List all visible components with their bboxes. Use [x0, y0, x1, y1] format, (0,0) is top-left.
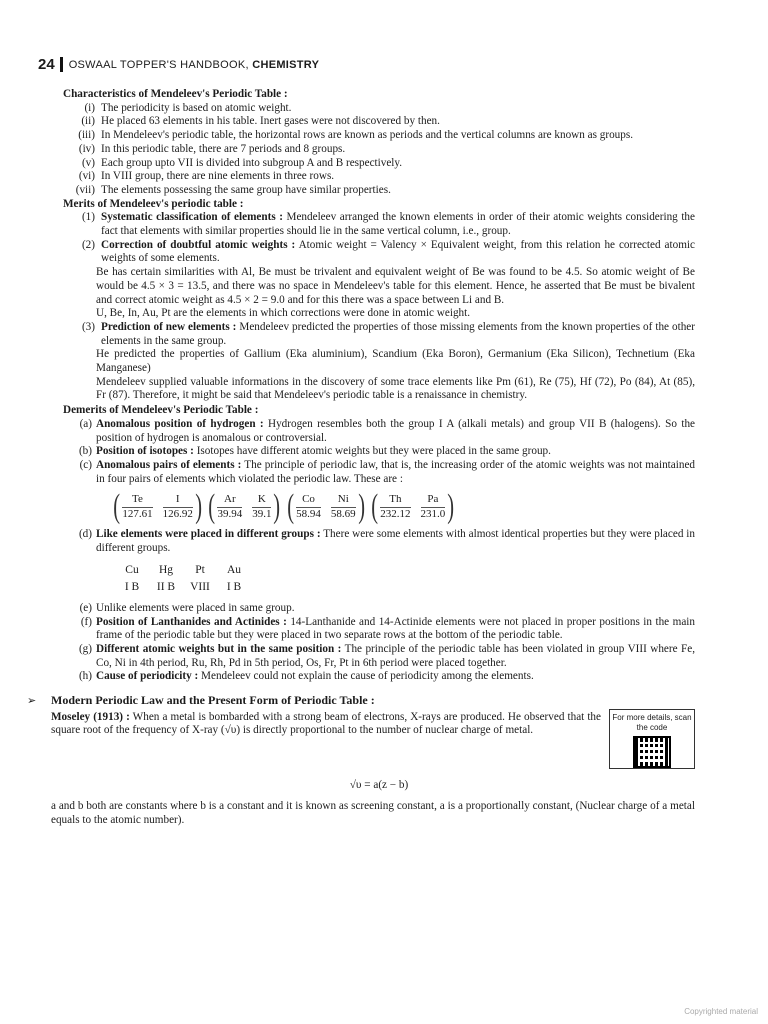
element-symbol: Cu: [125, 563, 139, 576]
paragraph: He predicted the properties of Gallium (Eka aluminium), Scandium (Eka Boron), Germanium (Eka Silicon), Technetium (Eka Manganese): [96, 348, 695, 375]
list-item: (ii) He placed 63 elements in his table. Inert gases were not discovered by then.: [81, 115, 440, 128]
qr-caption: For more details, scan the code: [612, 712, 692, 732]
paragraph: U, Be, In, Au, Pt are the elements in which corrections were done in atomic weight.: [96, 307, 471, 320]
paragraph: Be has certain similarities with Al, Be must be trivalent and equivalent weight of Be was found to be 4.5. So atomic weight of Be would be 4.5 × 3 = 13.5, and there was no space in Mendeleev's table for this element. Hence, he asserted that Be must be bivalent and correct atomic weight as 4.5 × 2 = 9.0 and for this there was a space between Li and B.: [96, 266, 695, 306]
list-item: (h) Cause of periodicity : Mendeleev could not explain the cause of periodicity among the elements.: [78, 670, 534, 683]
page-content: [27, 88, 696, 828]
left-paren: (: [371, 488, 379, 526]
anomalous-pairs: [111, 488, 695, 526]
watermark: Copyrighted material: [684, 1007, 758, 1016]
list-item: (iv) In this periodic table, there are 7 periods and 8 groups.: [78, 142, 346, 155]
list-item: (i) The periodicity is based on atomic weight.: [84, 101, 292, 114]
list-item: (3) Prediction of new elements : Mendeleev predicted the properties of those missing elements from the known properties of the other elements in the same group.: [81, 320, 695, 347]
moseley-block: [51, 711, 695, 769]
paragraph: Moseley (1913) : When a metal is bombarded with a strong beam of electrons, X-rays are produced. He observed that the square root of the frequency of X-ray (√υ) is directly proportional to the number of nuclear charge of metal.: [51, 710, 601, 737]
list-item: (f) Position of Lanthanides and Actinides : 14-Lanthanide and 14-Actinide elements were not placed in proper positions in the main frame of the periodic table but they were placed in two separate rows at the bottom of the periodic table.: [80, 615, 695, 642]
book-title: OSWAAL TOPPER'S HANDBOOK, CHEMISTRY: [68, 58, 320, 71]
list-item: (a) Anomalous position of hydrogen : Hydrogen resembles both the group I A (alkali metals) and group VII B (halogens). So the position of hydrogen is anomalous or controversial.: [79, 417, 695, 444]
moseley-formula: √υ = a(z − b): [349, 778, 409, 791]
list-item: (vii) The elements possessing the same group have similar properties.: [75, 183, 391, 196]
element-group: VIII: [190, 580, 210, 593]
characteristics-list: [63, 102, 695, 198]
right-paren: ): [195, 488, 202, 526]
page-number: 24: [38, 56, 55, 73]
list-item: (c) Anomalous pairs of elements : The principle of periodic law, that is, the increasing order of the atomic weights was not maintained in four pairs of elements which violated the periodic law. These are :: [79, 458, 696, 485]
left-paren: (: [208, 488, 216, 526]
list-item: (g) Different atomic weights but in the same position : The principle of the periodic table has been violated in group VIII where Fe, Co, Ni in 4th period, Ru, Rh, Pd in 5th period, Os, Fr, Pt in 6th period were placed together.: [78, 642, 696, 669]
arrow-icon: ➢: [27, 694, 37, 708]
element-pair: ( Te I 127.61 126.92 ): [113, 488, 202, 526]
list-item: (2) Correction of doubtful atomic weights : Atomic weight = Valency × Equivalent weight, from this relation he corrected atomic weights of some elements.: [81, 238, 695, 265]
list-item: (b) Position of isotopes : Isotopes have different atomic weights but they were placed in the same group.: [78, 445, 551, 458]
header-divider: [60, 57, 63, 72]
left-paren: (: [113, 488, 121, 526]
element-symbol: Au: [226, 563, 242, 576]
list-item: (iii) In Mendeleev's periodic table, the horizontal rows are known as periods and the vertical columns are known as groups.: [78, 129, 634, 142]
page-header: [38, 56, 319, 73]
element-group: I B: [124, 580, 140, 593]
section-heading: Characteristics of Mendeleev's Periodic Table :: [63, 88, 288, 100]
modern-heading: ➢ Modern Periodic Law and the Present Form of Periodic Table :: [27, 693, 375, 708]
left-paren: (: [287, 488, 294, 526]
element-pair: ( Th Pa 232.12 231.0 ): [371, 488, 455, 526]
right-paren: ): [357, 488, 365, 526]
element-group: I B: [226, 580, 242, 593]
element-pair: ( Co Ni 58.94 58.69 ): [287, 488, 365, 526]
right-paren: ): [447, 488, 455, 526]
list-item: (v) Each group upto VII is divided into subgroup A and B respectively.: [81, 156, 403, 169]
section-heading: Demerits of Mendeleev's Periodic Table :: [63, 404, 259, 417]
list-item: (e) Unlike elements were placed in same group.: [79, 601, 295, 614]
list-item: (1) Systematic classification of elements : Mendeleev arranged the known elements in order of their atomic weights considering the fact that elements with similar properties should lie in the same vertical column, i.e., group.: [81, 211, 695, 238]
list-item: (d) Like elements were placed in different groups : There were some elements with almost identical properties but they were placed in different groups.: [78, 528, 695, 555]
qr-code-icon: [633, 736, 671, 768]
list-item: (vi) In VIII group, there are nine elements in three rows.: [78, 170, 335, 183]
element-group: II B: [156, 580, 176, 593]
section-heading: Merits of Mendeleev's periodic table :: [63, 197, 244, 210]
qr-code-box: [609, 709, 695, 769]
paragraph: Mendeleev supplied valuable informations in the discovery of some trace elements like Pm (61), Re (75), Hf (72), Po (84), At (85), Fr (87). Therefore, it might be said that Mendeleev's periodic table is a renaissance in chemistry.: [96, 375, 695, 402]
right-paren: ): [273, 488, 281, 526]
element-symbol: Hg: [158, 563, 174, 576]
element-groups: [115, 562, 695, 596]
paragraph: a and b both are constants where b is a constant and it is known as screening constant, a is a proportionally constant, (Nuclear charge of a metal equals to the atomic number).: [51, 800, 695, 827]
element-pair: ( Ar K 39.94 39.1 ): [208, 488, 281, 526]
element-symbol: Pt: [195, 563, 205, 576]
